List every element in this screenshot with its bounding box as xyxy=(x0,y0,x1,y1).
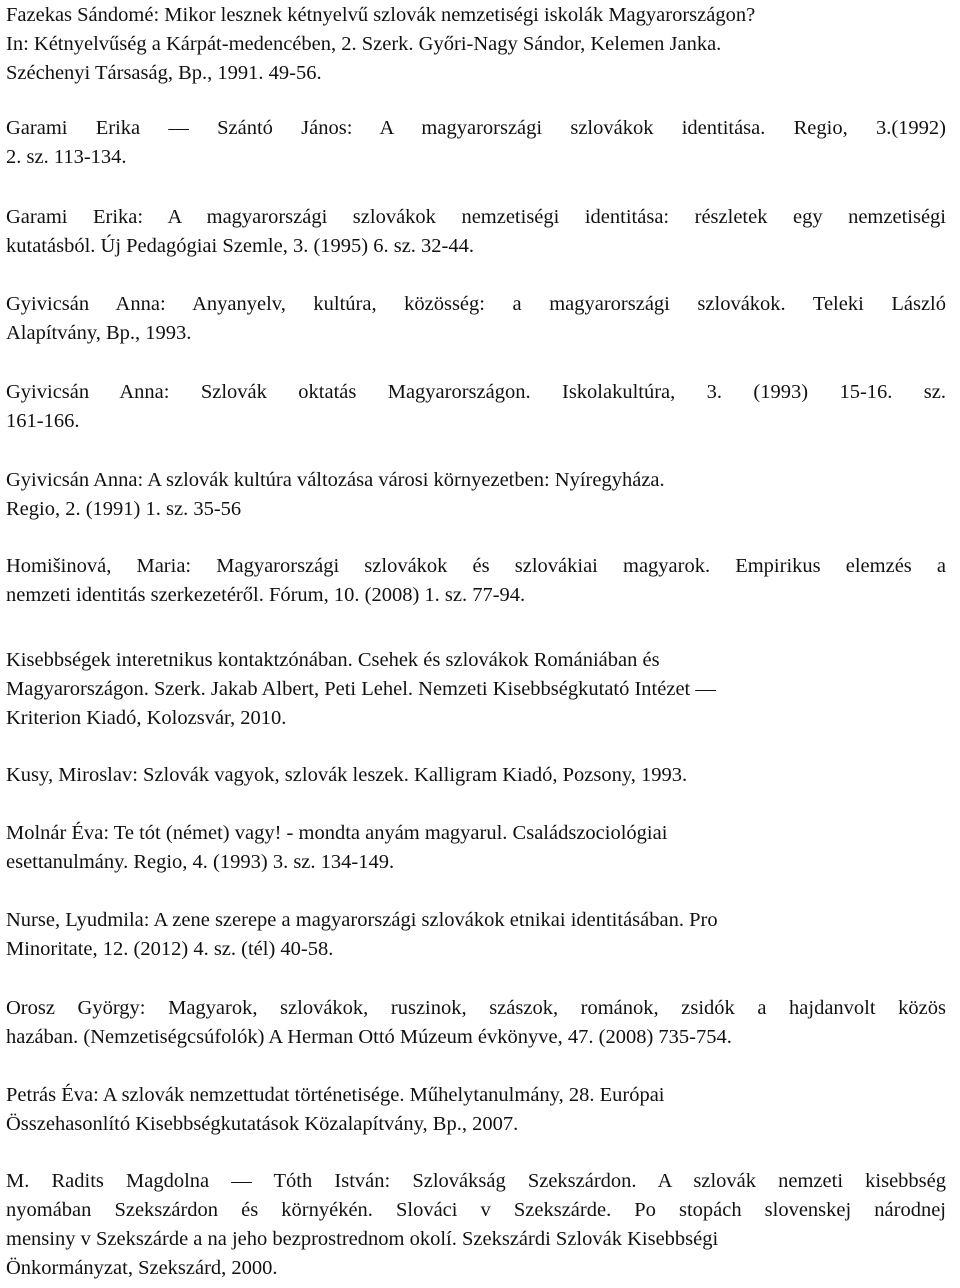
reference-line: Nurse, Lyudmila: A zene szerepe a magyarországi szlovákok etnikai identitásában. Pro xyxy=(6,909,718,931)
reference-entry xyxy=(6,761,946,790)
reference-line: M. Radits Magdolna — Tóth István: Szlovákság Szekszárdon. A szlovák nemzeti kisebbség xyxy=(6,1170,946,1192)
reference-line: Kusy, Miroslav: Szlovák vagyok, szlovák leszek. Kalligram Kiadó, Pozsony, 1993. xyxy=(6,764,688,786)
reference-line: Fazekas Sándomé: Mikor lesznek kétnyelvű szlovák nemzetiségi iskolák Magyarországon? xyxy=(6,4,756,26)
reference-line: Kriterion Kiadó, Kolozsvár, 2010. xyxy=(6,707,287,729)
reference-line: Alapítvány, Bp., 1993. xyxy=(6,322,192,344)
reference-entry xyxy=(6,290,946,348)
reference-line: Molnár Éva: Te tót (német) vagy! - mondta anyám magyarul. Családszociológiai xyxy=(6,822,668,844)
reference-entry xyxy=(6,1,946,88)
reference-entry xyxy=(6,203,946,261)
reference-line: In: Kétnyelvűség a Kárpát-medencében, 2. Szerk. Győri-Nagy Sándor, Kelemen Janka. xyxy=(6,33,722,55)
reference-line: Homišinová, Maria: Magyarországi szlovákok és szlovákiai magyarok. Empirikus elemzés a xyxy=(6,555,946,577)
reference-line: 2. sz. 113-134. xyxy=(6,146,127,168)
reference-line: nemzeti identitás szerkezetéről. Fórum, 10. (2008) 1. sz. 77-94. xyxy=(6,584,526,606)
reference-entry xyxy=(6,114,946,172)
reference-line: 161-166. xyxy=(6,410,80,432)
reference-line: Regio, 2. (1991) 1. sz. 35-56 xyxy=(6,498,242,520)
reference-entry xyxy=(6,552,946,610)
reference-line: Petrás Éva: A szlovák nemzettudat történetisége. Műhelytanulmány, 28. Európai xyxy=(6,1084,665,1106)
reference-entry xyxy=(6,1081,946,1139)
reference-line: Magyarországon. Szerk. Jakab Albert, Peti Lehel. Nemzeti Kisebbségkutató Intézet — xyxy=(6,678,716,700)
reference-line: mensiny v Szekszárde a na jeho bezprostrednom okolí. Szekszárdi Szlovák Kisebbségi xyxy=(6,1228,719,1250)
reference-line: Gyivicsán Anna: Anyanyelv, kultúra, közösség: a magyarországi szlovákok. Teleki László xyxy=(6,293,946,315)
reference-line: Minoritate, 12. (2012) 4. sz. (tél) 40-58. xyxy=(6,938,334,960)
reference-entry xyxy=(6,646,946,733)
reference-line: Gyivicsán Anna: A szlovák kultúra változása városi környezetben: Nyíregyháza. xyxy=(6,469,665,491)
reference-line: nyomában Szekszárdon és környékén. Slováci v Szekszárde. Po stopách slovenskej národnej xyxy=(6,1199,946,1221)
reference-line: Széchenyi Társaság, Bp., 1991. 49-56. xyxy=(6,62,322,84)
reference-line: Orosz György: Magyarok, szlovákok, ruszinok, szászok, románok, zsidók a hajdanvolt közös xyxy=(6,997,946,1019)
reference-line: Garami Erika: A magyarországi szlovákok nemzetiségi identitása: részletek egy nemzetiségi xyxy=(6,206,946,228)
reference-line: Kisebbségek interetnikus kontaktzónában. Csehek és szlovákok Romániában és xyxy=(6,649,660,671)
reference-entry xyxy=(6,994,946,1052)
reference-entry xyxy=(6,378,946,436)
reference-entry xyxy=(6,1167,946,1283)
reference-entry xyxy=(6,466,946,524)
reference-line: esettanulmány. Regio, 4. (1993) 3. sz. 134-149. xyxy=(6,851,395,873)
reference-line: Összehasonlító Kisebbségkutatások Közalapítvány, Bp., 2007. xyxy=(6,1113,519,1135)
reference-line: Garami Erika — Szántó János: A magyarországi szlovákok identitása. Regio, 3.(1992) xyxy=(6,117,946,139)
reference-line: hazában. (Nemzetiségcsúfolók) A Herman Ottó Múzeum évkönyve, 47. (2008) 735-754. xyxy=(6,1026,732,1048)
reference-entry xyxy=(6,906,946,964)
reference-line: Önkormányzat, Szekszárd, 2000. xyxy=(6,1257,278,1279)
reference-line: kutatásból. Új Pedagógiai Szemle, 3. (1995) 6. sz. 32-44. xyxy=(6,235,474,257)
reference-line: Gyivicsán Anna: Szlovák oktatás Magyarországon. Iskolakultúra, 3. (1993) 15-16. sz. xyxy=(6,381,946,403)
reference-entry xyxy=(6,819,946,877)
